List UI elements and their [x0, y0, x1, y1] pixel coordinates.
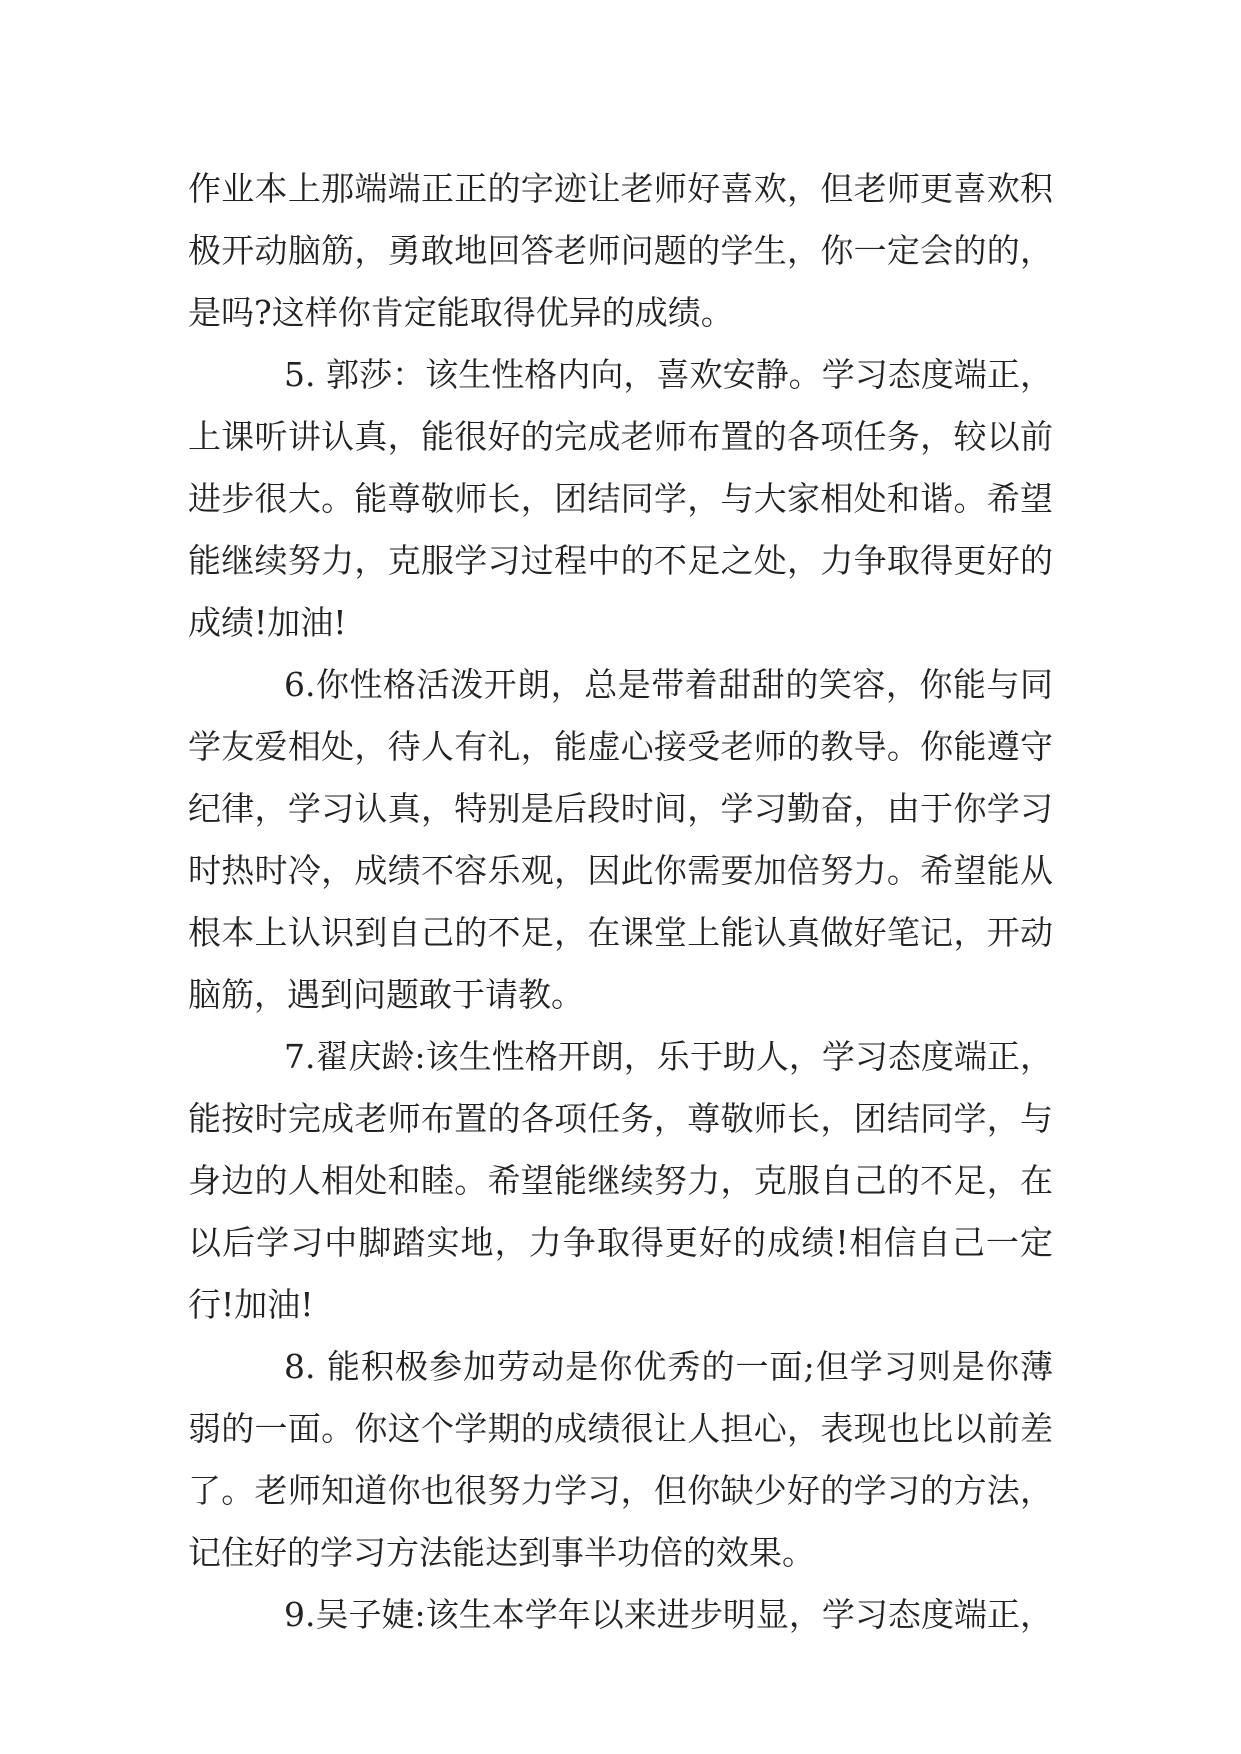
paragraph — [188, 1584, 1053, 1646]
paragraph — [188, 654, 1053, 1026]
text-line: 7.翟庆龄:该生性格开朗，乐于助人，学习态度端正， — [284, 1037, 1053, 1076]
paragraph — [188, 344, 1053, 654]
paragraph — [188, 1026, 1053, 1336]
text-line: 上课听讲认真，能很好的完成老师布置的各项任务，较以前 — [188, 417, 1053, 456]
text-line: 能继续努力，克服学习过程中的不足之处，力争取得更好的 — [188, 541, 1053, 580]
text-line: 身边的人相处和睦。希望能继续努力，克服自己的不足，在 — [188, 1161, 1053, 1200]
text-line: 8. 能积极参加劳动是你优秀的一面;但学习则是你薄 — [284, 1347, 1053, 1386]
paragraph — [188, 1336, 1053, 1584]
text-line: 是吗?这样你肯定能取得优异的成绩。 — [188, 293, 734, 332]
text-line: 进步很大。能尊敬师长，团结同学，与大家相处和谐。希望 — [188, 479, 1053, 518]
text-line: 成绩!加油! — [188, 603, 347, 642]
text-line: 弱的一面。你这个学期的成绩很让人担心，表现也比以前差 — [188, 1409, 1053, 1448]
text-line: 9.吴子婕:该生本学年以来进步明显，学习态度端正， — [284, 1595, 1053, 1634]
text-line: 纪律，学习认真，特别是后段时间，学习勤奋，由于你学习 — [188, 789, 1053, 828]
text-line: 记住好的学习方法能达到事半功倍的效果。 — [188, 1533, 815, 1572]
text-line: 行!加油! — [188, 1285, 314, 1324]
text-line: 作业本上那端端正正的字迹让老师好喜欢，但老师更喜欢积 — [188, 169, 1053, 208]
body-text — [188, 158, 1053, 1646]
text-line: 根本上认识到自己的不足，在课堂上能认真做好笔记，开动 — [188, 913, 1053, 952]
text-line: 能按时完成老师布置的各项任务，尊敬师长，团结同学，与 — [188, 1099, 1053, 1138]
paragraph — [188, 158, 1053, 344]
text-line: 学友爱相处，待人有礼，能虚心接受老师的教导。你能遵守 — [188, 727, 1053, 766]
text-line: 6.你性格活泼开朗，总是带着甜甜的笑容，你能与同 — [284, 665, 1053, 704]
text-line: 了。老师知道你也很努力学习，但你缺少好的学习的方法， — [188, 1471, 1053, 1510]
text-line: 脑筋，遇到问题敢于请教。 — [188, 975, 584, 1014]
text-line: 极开动脑筋，勇敢地回答老师问题的学生，你一定会的的， — [188, 231, 1053, 270]
text-line: 以后学习中脚踏实地，力争取得更好的成绩!相信自己一定 — [188, 1223, 1053, 1262]
text-line: 5. 郭莎：该生性格内向，喜欢安静。学习态度端正， — [284, 355, 1053, 394]
text-line: 时热时冷，成绩不容乐观，因此你需要加倍努力。希望能从 — [188, 851, 1053, 890]
